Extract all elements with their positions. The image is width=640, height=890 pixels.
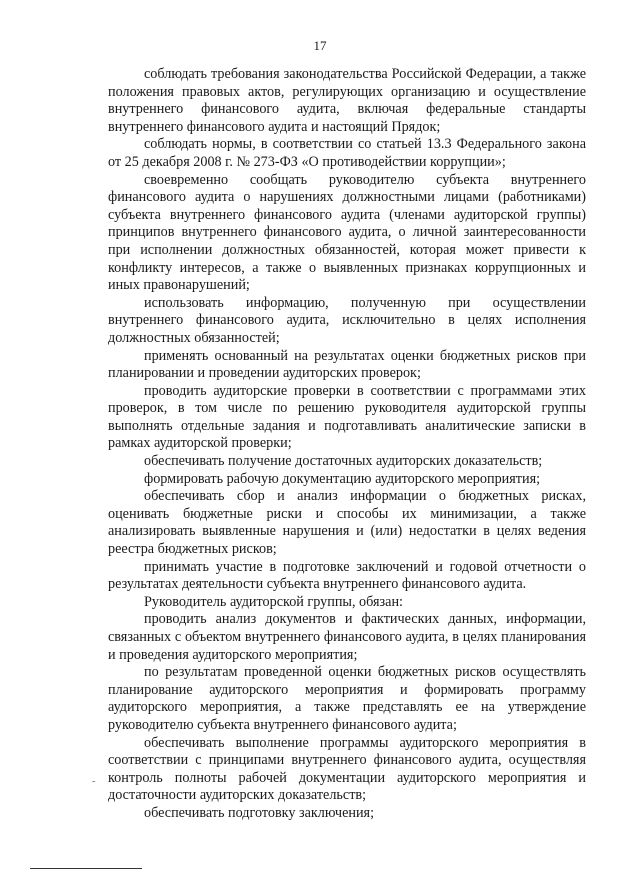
footnote-divider <box>30 868 142 869</box>
paragraph: обеспечивать подготовку заключения; <box>144 804 375 821</box>
paragraph: проводить анализ документов и фактических данных, информации, связанных с объектом внутреннего финансового аудита, в целях планирования и проведения аудиторского мероприятия; <box>108 611 586 663</box>
paragraph: обеспечивать получение достаточных аудиторских доказательств; <box>144 453 543 470</box>
paragraph: своевременно сообщать руководителю субъекта внутреннего финансового аудита о нарушениях должностными лицами (работниками) субъекта внутреннего финансового аудита (членами аудиторской группы) принципов внутреннего финансового аудита, о личной заинтересованности при исполнении должностных обязанностей, которая может привести к конфликту интересов, а также о выявленных признаках коррупционных и иных правонарушений; <box>108 171 586 294</box>
paragraph: обеспечивать сбор и анализ информации о бюджетных рисках, оценивать бюджетные риски и способы их минимизации, а также анализировать выявленные нарушения и (или) недостатки в целях ведения реестра бюджетных рисков; <box>108 488 586 558</box>
paragraph: проводить аудиторские проверки в соответствии с программами этих проверок, в том числе по решению руководителя аудиторской группы выполнять отдельные задания и подготавливать аналитические записки в рамках аудиторской проверки; <box>108 382 586 452</box>
paragraph: обеспечивать выполнение программы аудиторского мероприятия в соответствии с принципами внутреннего финансового аудита, осуществляя контроль полноты рабочей документации аудиторского мероприятия и достаточности аудиторских доказательств; <box>108 734 586 804</box>
paragraph: использовать информацию, полученную при осуществлении внутреннего финансового аудита, исключительно в целях исполнения должностных обязанностей; <box>108 294 586 346</box>
paragraph: соблюдать нормы, в соответствии со статьей 13.3 Федерального закона от 25 декабря 2008 г. № 273-ФЗ «О противодействии коррупции»; <box>108 136 586 170</box>
paragraph: формировать рабочую документацию аудиторского мероприятия; <box>144 470 541 487</box>
section-heading: Руководитель аудиторской группы, обязан: <box>144 593 403 610</box>
paragraph: применять основанный на результатах оценки бюджетных рисков при планировании и проведении аудиторских проверок; <box>108 347 586 382</box>
paragraph: соблюдать требования законодательства Российской Федерации, а также положения правовых актов, регулирующих организацию и осуществление внутреннего финансового аудита, включая федеральные стандарты внутреннего финансового аудита и настоящий Прядок; <box>108 66 586 135</box>
paragraph: принимать участие в подготовке заключений и годовой отчетности о результатах деятельности субъекта внутреннего финансового аудита. <box>108 558 586 593</box>
margin-mark: ˜ <box>92 780 96 791</box>
page-number: 17 <box>313 38 327 53</box>
document-body <box>108 66 586 823</box>
paragraph: по результатам проведенной оценки бюджетных рисков осуществлять планирование аудиторского мероприятия и формировать программу аудиторского мероприятия, а также представлять ее на утверждение руководителю субъекта внутреннего финансового аудита; <box>108 664 586 733</box>
